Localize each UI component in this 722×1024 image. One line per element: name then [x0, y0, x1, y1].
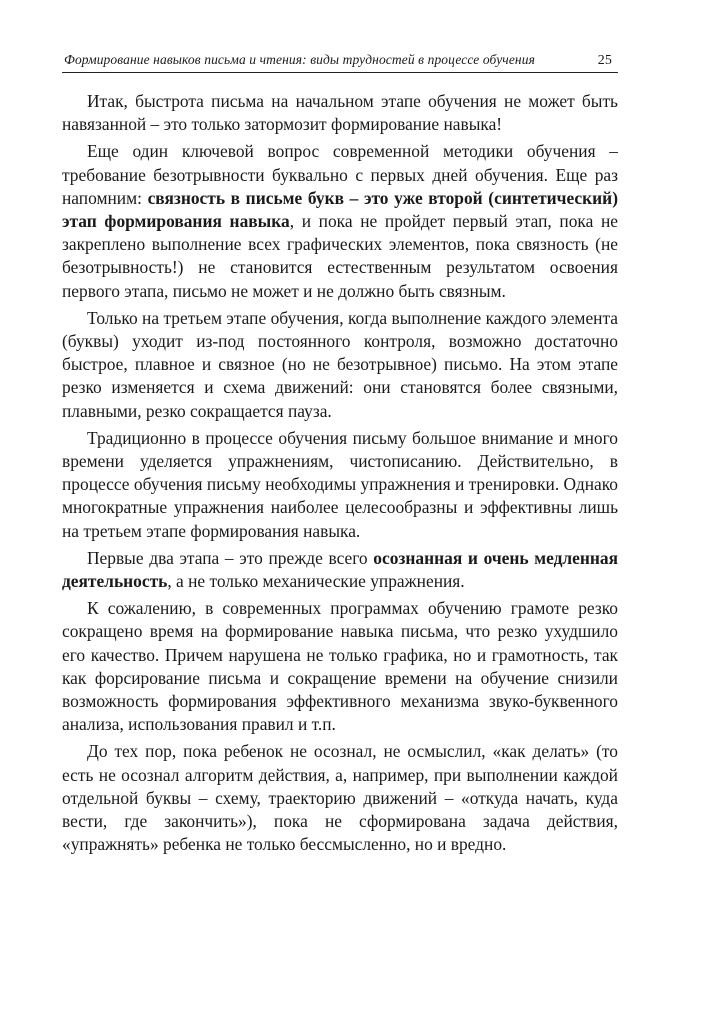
- text-segment: Итак, быстрота письма на начальном этапе обучения не может быть навязанной – это только затормозит формирование навыка!: [62, 91, 618, 135]
- bold-phrase: связность в письме букв – это уже второй (синтетический) этап формирования навыка: [62, 187, 618, 232]
- running-header: [62, 52, 618, 73]
- text-segment: До тех пор, пока ребенок не осознал, не осмыслил, «как делать» (то есть не осознал алгоритм действия, а, например, при выполнении каждой отдельной буквы – схему, траекторию движений – «откуда начать, куда вести, где закончить»), пока не сформирована задача действия, «упражнять» ребенка не только бессмысленно, но и вредно.: [62, 741, 618, 855]
- paragraph: [62, 307, 618, 423]
- paragraph: [62, 140, 618, 302]
- text-segment: , а не только механические упражнения.: [167, 571, 465, 592]
- paragraph: [62, 597, 618, 736]
- running-header-title: Формирование навыков письма и чтения: виды трудностей в процессе обучения: [64, 52, 535, 67]
- paragraph: [62, 90, 618, 136]
- text-segment: Традиционно в процессе обучения письму большое внимание и много времени уделяется упражнениям, чистописанию. Действительно, в процессе обучения письму необходимы упражнения и тренировки. Однако многократные упражнения наиболее целесообразны и эффективны лишь на третьем этапе формирования навыка.: [62, 427, 618, 541]
- paragraph: [62, 547, 618, 593]
- bold-phrase: осознанная и очень медленная деятельность: [62, 547, 618, 592]
- body-text: [62, 90, 618, 857]
- paragraph: [62, 427, 618, 543]
- text-segment: Первые два этапа – это прежде всего: [87, 547, 374, 568]
- text-segment: Еще один ключевой вопрос современной методики обучения – требование безотрывности буквально с первых дней обучения. Еще раз напомним:: [62, 141, 618, 208]
- book-page: [62, 52, 618, 861]
- text-segment: К сожалению, в современных программах обучению грамоте резко сокращено время на формирование навыка письма, что резко ухудшило его качество. Причем нарушена не только графика, но и грамотность, так как форсирование письма и сокращение времени на обучение снизили возможность формирования эффективного механизма звуко-буквенного анализа, использования правил и т.п.: [62, 598, 618, 735]
- paragraph: [62, 740, 618, 856]
- page-number: 25: [597, 53, 612, 68]
- text-segment: , и пока не пройдет первый этап, пока не закреплено выполнение всех графических элементов, пока связность (не безотрывность!) не становится естественным результатом освоения первого этапа, письмо не может и не должно быть связным.: [62, 211, 618, 301]
- text-segment: Только на третьем этапе обучения, когда выполнение каждого элемента (буквы) уходит из-под постоянного контроля, возможно достаточно быстрое, плавное и связное (но не безотрывное) письмо. На этом этапе резко изменяется и схема движений: они становятся более связными, плавными, резко сокращается пауза.: [62, 307, 618, 421]
